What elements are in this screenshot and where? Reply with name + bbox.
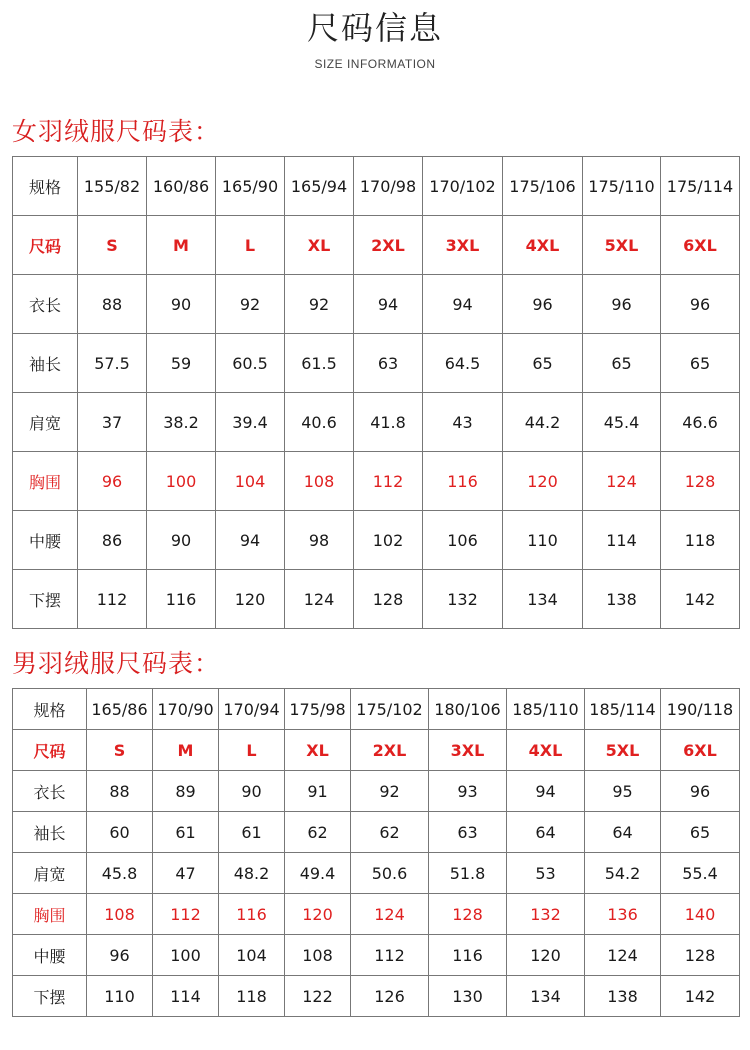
women-cell: 86: [78, 511, 147, 570]
women-row-label: 尺码: [13, 216, 78, 275]
women-cell: 6XL: [661, 216, 740, 275]
men-cell: 89: [153, 771, 219, 812]
women-cell: 175/106: [503, 157, 583, 216]
women-cell: 138: [583, 570, 661, 629]
men-cell: 185/110: [507, 689, 585, 730]
women-cell: 106: [423, 511, 503, 570]
men-cell: 120: [285, 894, 351, 935]
women-cell: 92: [216, 275, 285, 334]
women-cell: 165/90: [216, 157, 285, 216]
men-cell: 51.8: [429, 853, 507, 894]
women-row-length: [13, 275, 740, 334]
men-cell: M: [153, 730, 219, 771]
women-cell: 112: [78, 570, 147, 629]
men-cell: 60: [87, 812, 153, 853]
women-cell: 175/110: [583, 157, 661, 216]
women-cell: 96: [78, 452, 147, 511]
women-cell: 94: [216, 511, 285, 570]
men-cell: 124: [585, 935, 661, 976]
women-cell: 40.6: [285, 393, 354, 452]
women-size-table-body: [13, 157, 740, 629]
men-cell: 90: [219, 771, 285, 812]
men-cell: 190/118: [661, 689, 740, 730]
men-cell: 112: [153, 894, 219, 935]
women-cell: 155/82: [78, 157, 147, 216]
men-cell: 93: [429, 771, 507, 812]
men-cell: 63: [429, 812, 507, 853]
men-cell: 45.8: [87, 853, 153, 894]
women-cell: 94: [354, 275, 423, 334]
women-cell: 120: [503, 452, 583, 511]
men-cell: 132: [507, 894, 585, 935]
men-cell: 112: [351, 935, 429, 976]
women-cell: 114: [583, 511, 661, 570]
women-cell: 110: [503, 511, 583, 570]
women-cell: S: [78, 216, 147, 275]
men-cell: 134: [507, 976, 585, 1017]
men-cell: L: [219, 730, 285, 771]
women-cell: 65: [583, 334, 661, 393]
women-cell: 170/102: [423, 157, 503, 216]
women-row-spec: [13, 157, 740, 216]
men-cell: 175/98: [285, 689, 351, 730]
men-cell: 62: [351, 812, 429, 853]
women-cell: 59: [147, 334, 216, 393]
women-cell: 96: [661, 275, 740, 334]
men-cell: 116: [429, 935, 507, 976]
men-cell: 118: [219, 976, 285, 1017]
women-size-table: [12, 156, 740, 629]
men-cell: 120: [507, 935, 585, 976]
women-cell: XL: [285, 216, 354, 275]
men-cell: 61: [153, 812, 219, 853]
women-cell: 2XL: [354, 216, 423, 275]
women-cell: 92: [285, 275, 354, 334]
men-row-chest: [13, 894, 740, 935]
women-cell: 108: [285, 452, 354, 511]
women-cell: 65: [503, 334, 583, 393]
men-cell: 64: [507, 812, 585, 853]
women-cell: 118: [661, 511, 740, 570]
women-cell: 44.2: [503, 393, 583, 452]
men-cell: 2XL: [351, 730, 429, 771]
women-row-label: 胸围: [13, 452, 78, 511]
women-cell: 43: [423, 393, 503, 452]
men-size-table-body: [13, 689, 740, 1017]
men-row-hem: [13, 976, 740, 1017]
women-cell: 100: [147, 452, 216, 511]
women-cell: 60.5: [216, 334, 285, 393]
men-cell: 104: [219, 935, 285, 976]
women-cell: 165/94: [285, 157, 354, 216]
men-cell: 114: [153, 976, 219, 1017]
women-cell: 64.5: [423, 334, 503, 393]
women-row-size: [13, 216, 740, 275]
men-cell: 5XL: [585, 730, 661, 771]
women-size-chart-heading: 女羽绒服尺码表：: [12, 117, 221, 146]
women-cell: 116: [423, 452, 503, 511]
women-row-label: 规格: [13, 157, 78, 216]
men-cell: 50.6: [351, 853, 429, 894]
women-cell: 170/98: [354, 157, 423, 216]
men-cell: S: [87, 730, 153, 771]
women-cell: 90: [147, 275, 216, 334]
men-cell: 170/90: [153, 689, 219, 730]
women-cell: 160/86: [147, 157, 216, 216]
women-cell: 116: [147, 570, 216, 629]
men-cell: 48.2: [219, 853, 285, 894]
women-row-label: 下摆: [13, 570, 78, 629]
men-row-label: 衣长: [13, 771, 87, 812]
women-row-label: 袖长: [13, 334, 78, 393]
men-cell: 91: [285, 771, 351, 812]
women-cell: 57.5: [78, 334, 147, 393]
women-cell: 61.5: [285, 334, 354, 393]
women-cell: 102: [354, 511, 423, 570]
men-size-table: [12, 688, 740, 1017]
men-row-label: 规格: [13, 689, 87, 730]
women-cell: 41.8: [354, 393, 423, 452]
women-row-label: 肩宽: [13, 393, 78, 452]
men-row-shoulder: [13, 853, 740, 894]
women-cell: 3XL: [423, 216, 503, 275]
men-cell: 136: [585, 894, 661, 935]
women-row-shoulder: [13, 393, 740, 452]
men-row-size: [13, 730, 740, 771]
men-cell: 140: [661, 894, 740, 935]
men-cell: 6XL: [661, 730, 740, 771]
women-row-sleeve: [13, 334, 740, 393]
women-cell: 37: [78, 393, 147, 452]
men-cell: 53: [507, 853, 585, 894]
men-cell: 96: [661, 771, 740, 812]
men-cell: 108: [285, 935, 351, 976]
men-cell: 100: [153, 935, 219, 976]
women-cell: 90: [147, 511, 216, 570]
men-cell: 49.4: [285, 853, 351, 894]
women-cell: 120: [216, 570, 285, 629]
men-row-label: 袖长: [13, 812, 87, 853]
women-cell: 128: [661, 452, 740, 511]
women-cell: 112: [354, 452, 423, 511]
men-cell: 170/94: [219, 689, 285, 730]
men-cell: 108: [87, 894, 153, 935]
men-row-spec: [13, 689, 740, 730]
men-cell: 138: [585, 976, 661, 1017]
men-row-waist: [13, 935, 740, 976]
men-cell: 88: [87, 771, 153, 812]
men-cell: 54.2: [585, 853, 661, 894]
women-cell: 65: [661, 334, 740, 393]
men-row-label: 胸围: [13, 894, 87, 935]
women-cell: 63: [354, 334, 423, 393]
men-cell: 185/114: [585, 689, 661, 730]
women-cell: 128: [354, 570, 423, 629]
men-cell: 130: [429, 976, 507, 1017]
women-cell: 134: [503, 570, 583, 629]
women-cell: 175/114: [661, 157, 740, 216]
page-title: 尺码信息: [306, 9, 443, 47]
men-cell: 96: [87, 935, 153, 976]
men-cell: 126: [351, 976, 429, 1017]
men-cell: 47: [153, 853, 219, 894]
women-cell: 124: [583, 452, 661, 511]
women-cell: 88: [78, 275, 147, 334]
men-cell: 116: [219, 894, 285, 935]
men-cell: 110: [87, 976, 153, 1017]
women-cell: 96: [583, 275, 661, 334]
women-cell: 142: [661, 570, 740, 629]
men-cell: 128: [429, 894, 507, 935]
men-cell: 61: [219, 812, 285, 853]
men-cell: 4XL: [507, 730, 585, 771]
men-row-sleeve: [13, 812, 740, 853]
men-size-chart-heading: 男羽绒服尺码表：: [12, 649, 221, 678]
women-row-label: 衣长: [13, 275, 78, 334]
women-cell: 96: [503, 275, 583, 334]
men-cell: 124: [351, 894, 429, 935]
men-cell: XL: [285, 730, 351, 771]
women-row-label: 中腰: [13, 511, 78, 570]
women-cell: 39.4: [216, 393, 285, 452]
women-cell: 104: [216, 452, 285, 511]
women-cell: 132: [423, 570, 503, 629]
women-cell: 45.4: [583, 393, 661, 452]
men-cell: 64: [585, 812, 661, 853]
men-row-label: 肩宽: [13, 853, 87, 894]
men-cell: 180/106: [429, 689, 507, 730]
women-cell: 5XL: [583, 216, 661, 275]
women-row-waist: [13, 511, 740, 570]
men-row-length: [13, 771, 740, 812]
men-row-label: 尺码: [13, 730, 87, 771]
men-cell: 165/86: [87, 689, 153, 730]
page-subtitle: SIZE INFORMATION: [314, 57, 436, 71]
men-cell: 142: [661, 976, 740, 1017]
women-cell: 38.2: [147, 393, 216, 452]
women-cell: 124: [285, 570, 354, 629]
women-row-hem: [13, 570, 740, 629]
women-cell: 4XL: [503, 216, 583, 275]
men-row-label: 下摆: [13, 976, 87, 1017]
men-cell: 65: [661, 812, 740, 853]
women-cell: 98: [285, 511, 354, 570]
men-cell: 175/102: [351, 689, 429, 730]
women-cell: 94: [423, 275, 503, 334]
men-cell: 122: [285, 976, 351, 1017]
women-row-chest: [13, 452, 740, 511]
men-cell: 3XL: [429, 730, 507, 771]
men-cell: 95: [585, 771, 661, 812]
men-cell: 92: [351, 771, 429, 812]
women-cell: M: [147, 216, 216, 275]
women-cell: 46.6: [661, 393, 740, 452]
men-cell: 55.4: [661, 853, 740, 894]
women-cell: L: [216, 216, 285, 275]
men-cell: 94: [507, 771, 585, 812]
men-cell: 62: [285, 812, 351, 853]
men-cell: 128: [661, 935, 740, 976]
men-row-label: 中腰: [13, 935, 87, 976]
